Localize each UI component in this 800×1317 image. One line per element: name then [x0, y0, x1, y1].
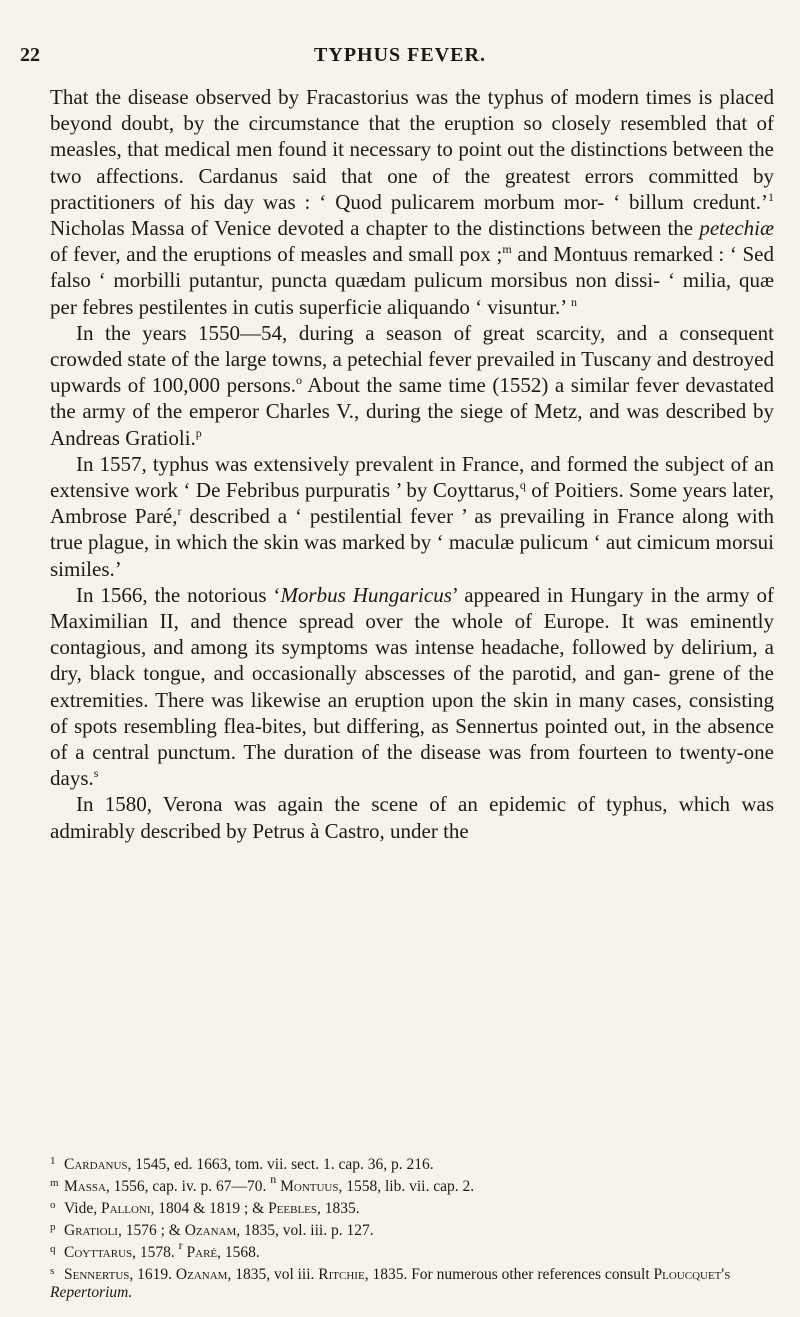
footnote	[50, 1152, 774, 1174]
paragraph	[50, 451, 774, 582]
page-header	[20, 44, 780, 74]
page-number: 22	[20, 44, 40, 66]
text-run: , 1558, lib. vii. cap. 2.	[338, 1178, 475, 1195]
footnote-marker: s	[93, 766, 99, 781]
text-run: Vide,	[64, 1200, 101, 1217]
author-name: Montuus	[280, 1178, 339, 1195]
footnote	[50, 1262, 774, 1302]
italic-text: petechiæ	[699, 216, 774, 241]
footnote-marker: n	[570, 294, 577, 309]
text-run: That the disease observed by Fracastorius was the typhus of modern times is placed beyond doubt, by the circumstance that the eruption so closely resembled that of measles, that medical men found it necessary to point out the distinctions between the two affections. Cardanus said that one of the greatest errors committed by practitioners of his day was : ‘ Quod pulicarem morbum mor- ‘ billum credunt.’	[50, 85, 774, 214]
footnote-mark: o	[50, 1199, 56, 1211]
footnote	[50, 1174, 774, 1196]
author-name: Ozanam	[184, 1222, 237, 1239]
text-run: , 1556, cap. iv. p. 67—70.	[105, 1178, 271, 1195]
text-run: , 1619.	[129, 1266, 176, 1283]
footnote-marker: m	[502, 242, 512, 257]
paragraph	[50, 582, 774, 792]
text-run: In 1580, Verona was again the scene of an epidemic of typhus, which was admirably described by Petrus à Castro, under the	[50, 792, 774, 843]
footnote-mark: s	[50, 1265, 55, 1277]
footnotes	[50, 1152, 774, 1302]
footnote	[50, 1240, 774, 1262]
author-name: Cardanus	[64, 1156, 128, 1173]
author-name: Paré	[186, 1244, 218, 1261]
italic-text: Morbus Hungaricus	[280, 582, 452, 607]
text-run: , 1578.	[132, 1244, 179, 1261]
footnote-marker: r	[178, 1238, 183, 1252]
footnote-marker: n	[270, 1172, 277, 1186]
text-run: About the same time (1552) a similar fever devastated the army of the emperor Charles V., during the siege of Metz, and was described by Andreas Gratioli.	[50, 373, 774, 450]
author-name: Ozanam	[175, 1266, 228, 1283]
author-name: Massa	[64, 1178, 106, 1195]
text-run: , 1835.	[317, 1200, 360, 1217]
footnote-mark: 1	[50, 1155, 56, 1167]
author-name: Palloni	[100, 1200, 151, 1217]
text-run: In 1557, typhus was extensively prevalent in France, and formed the subject of an extensive work ‘ De Febribus purpuratis ’ by Coyttarus,	[50, 451, 774, 503]
author-name: Coyttarus	[64, 1244, 133, 1261]
italic-text: Repertorium.	[50, 1284, 133, 1301]
text-run: In 1566, the notorious ‘	[76, 582, 281, 607]
running-title: TYPHUS FEVER.	[314, 44, 486, 66]
text-run: Nicholas Massa of Venice devoted a chapter to the distinctions between the	[50, 216, 700, 241]
author-name: Gratioli	[64, 1222, 118, 1239]
author-name: Ritchie	[318, 1266, 365, 1283]
paragraph	[50, 791, 774, 843]
footnote-marker: r	[177, 504, 182, 519]
footnote-marker: o	[296, 373, 303, 388]
text-run: ’ appeared in Hungary in the army of Maximilian II, and thence spread over the whole of Europe. It was eminently contagious, and among its symptoms was intense headache, followed by delirium, a dry, black tongue, and occasionally abscesses of the parotid, and gan- grene of the extremities. There was likewise an eruption upon the skin in many cases, consisting of spots resembling flea-bites, but differing, as Sennertus pointed out, in the absence of a central punctum. The duration of the disease was from fourteen to twenty-one days.	[50, 582, 775, 791]
text-run: described a ‘ pestilential fever ’ as prevailing in France along with true plague, in which the skin was marked by ‘ maculæ pulicum ‘ aut cimicum morsui similes.’	[50, 504, 774, 581]
footnote	[50, 1218, 774, 1240]
text-run: , 1835, vol iii.	[227, 1266, 319, 1283]
body-text	[50, 84, 774, 844]
text-run: , 1835. For numerous other references consult	[364, 1266, 654, 1283]
author-name: Ploucquet's	[653, 1266, 731, 1283]
author-name: Sennertus	[64, 1266, 130, 1283]
footnote-mark: p	[50, 1221, 56, 1233]
text-run: In the years 1550—54, during a season of great scarcity, and a consequent crowded state of the large towns, a petechial fever prevailed in Tuscany and destroyed upwards of 100,000 persons.	[50, 320, 774, 398]
text-run: , 1804 & 1819 ; &	[150, 1200, 269, 1217]
author-name: Peebles	[268, 1200, 318, 1217]
text-run: , 1576 ; &	[117, 1222, 185, 1239]
footnote	[50, 1196, 774, 1218]
footnote-marker: p	[195, 425, 202, 440]
text-run: of Poitiers. Some years later, Ambrose Paré,	[50, 478, 774, 529]
footnote-mark: q	[50, 1243, 56, 1255]
text-run: of fever, and the eruptions of measles and small pox ;	[50, 242, 503, 267]
footnote-mark: m	[50, 1177, 59, 1189]
footnote-marker: 1	[768, 189, 774, 204]
paragraph	[50, 84, 774, 320]
text-run: , 1835, vol. iii. p. 127.	[236, 1222, 374, 1239]
text-run: , 1545, ed. 1663, tom. vii. sect. 1. cap. 36, p. 216.	[127, 1156, 434, 1173]
text-run: , 1568.	[217, 1244, 260, 1261]
paragraph	[50, 320, 774, 451]
text-run: and Montuus remarked : ‘ Sed falso ‘ morbilli putantur, puncta quædam pulicum morsibus non dissi- ‘ milia, quæ per febres pestilentes in cutis superficie aliquando ‘ visuntur.’	[50, 242, 774, 319]
footnote-marker: q	[519, 478, 526, 493]
